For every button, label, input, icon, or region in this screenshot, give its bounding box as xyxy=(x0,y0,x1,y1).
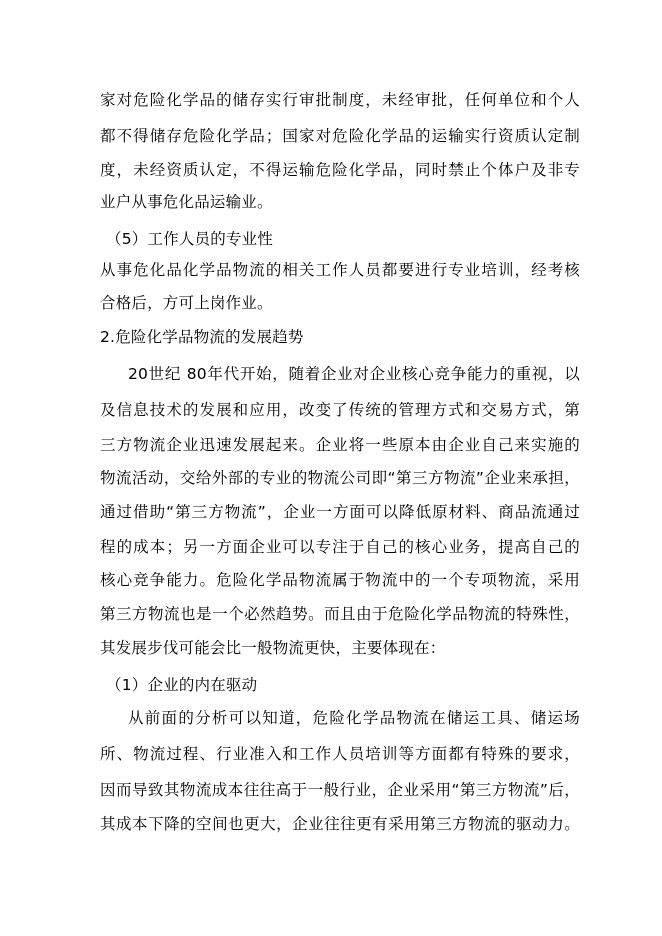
paragraph-line-4: 业户从事危化品运输业。 xyxy=(100,193,273,211)
paragraph-line-11: 三方物流企业迅速发展起来。企业将一些原本由企业自己来实施的 xyxy=(100,436,580,454)
section-heading-5: （5）工作人员的专业性 xyxy=(106,230,274,248)
paragraph-line-16: 第三方物流也是一个必然趋势。而且由于危险化学品物流的特殊性， xyxy=(100,605,580,623)
paragraph-line-14: 程的成本；另一方面企业可以专注于自己的核心业务，提高自己的 xyxy=(100,538,580,556)
paragraph-line-9: 20世纪 80年代开始，随着企业对企业核心竞争能力的重视，以 xyxy=(128,365,580,383)
paragraph-line-3: 度，未经资质认定，不得运输危险化学品，同时禁止个体户及非专 xyxy=(100,161,580,179)
paragraph-line-22: 其成本下降的空间也更大，企业往往更有采用第三方物流的驱动力。 xyxy=(100,815,580,833)
paragraph-line-2: 都不得储存危险化学品；国家对危险化学品的运输实行资质认定制 xyxy=(100,127,580,145)
section-heading-1: （1）企业的内在驱动 xyxy=(106,676,258,694)
paragraph-line-7: 合格后，方可上岗作业。 xyxy=(100,294,273,312)
section-heading-trend: 2.危险化学品物流的发展趋势 xyxy=(100,328,304,346)
paragraph-line-15: 核心竞争能力。危险化学品物流属于物流中的一个专项物流，采用 xyxy=(100,571,580,589)
paragraph-line-21: 因而导致其物流成本往往高于一般行业，企业采用“第三方物流”后， xyxy=(100,781,580,799)
paragraph-line-20: 所、物流过程、行业准入和工作人员培训等方面都有特殊的要求， xyxy=(100,745,580,763)
paragraph-line-6: 从事危化品化学品物流的相关工作人员都要进行专业培训，经考核 xyxy=(100,261,580,279)
paragraph-line-1: 家对危险化学品的储存实行审批制度，未经审批，任何单位和个人 xyxy=(100,91,580,109)
paragraph-line-13: 通过借助“第三方物流”，企业一方面可以降低原材料、商品流通过 xyxy=(100,503,580,521)
paragraph-line-17: 其发展步伐可能会比一般物流更快，主要体现在： xyxy=(100,639,446,657)
paragraph-line-19: 从前面的分析可以知道，危险化学品物流在储运工具、储运场 xyxy=(128,709,580,727)
paragraph-line-10: 及信息技术的发展和应用，改变了传统的管理方式和交易方式，第 xyxy=(100,401,580,419)
paragraph-line-12: 物流活动，交给外部的专业的物流公司即“第三方物流”企业来承担， xyxy=(100,469,580,487)
